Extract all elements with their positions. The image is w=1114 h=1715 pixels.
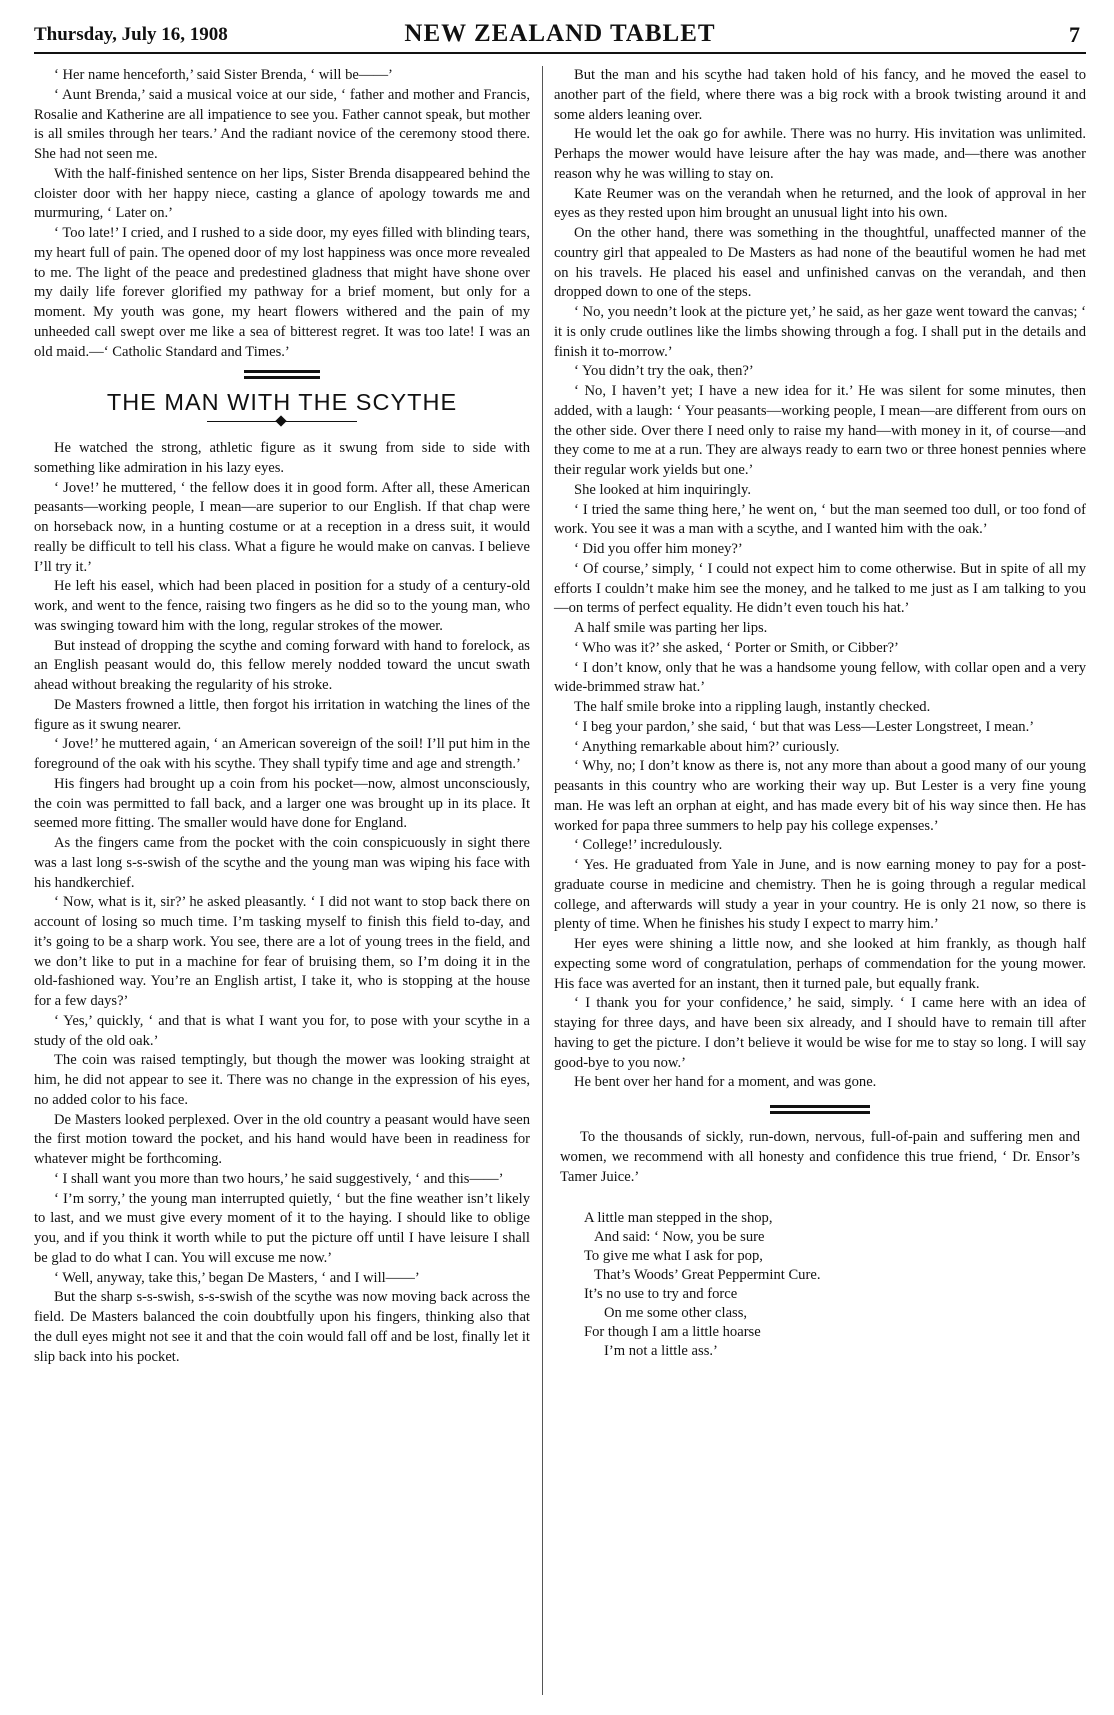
header-date: Thursday, July 16, 1908 (34, 24, 228, 45)
column-divider (542, 66, 543, 1695)
intro-paragraph: ‘ Too late!’ I cried, and I rushed to a side door, my eyes filled with blinding tears, my heart full of pain. The opened door of my lost happiness was once more revealed to me. The light of the peace and predestined gladness that might have shone over my daily life forever glorified my pathway for a brief moment, but only for a moment. My youth was gone, my heart flowers withered and the pain of my unheeded call swept over me like a sea of bitterest regret. It was too late! I was an old maid.—‘ Catholic Standard and Times.’ (34, 225, 530, 360)
left-column (34, 66, 530, 1695)
verse-line: That’s Woods’ Great Peppermint Cure. (594, 1267, 821, 1284)
title-ornament (207, 415, 357, 429)
verse-line: I’m not a little ass.’ (604, 1343, 718, 1360)
article-paragraph: ‘ Jove!’ he muttered, ‘ the fellow does it in good form. After all, these American peasants—working people, I mean—are superior to our English. If that chap were on horseback now, in a hunting costume or at a reception in a dress suit, it would really be difficult to tell his class. What a figure he would make on canvas. I believe I’ll try it.’ (34, 479, 530, 575)
article-paragraph: Her eyes were shining a little now, and she looked at him frankly, as though half expecting some word of congratulation, perhaps of commendation for the young mower. His face was averted for an instant, then it turned pale, but equally frank. (554, 936, 1086, 992)
intro-paragraph: With the half-finished sentence on her lips, Sister Brenda disappeared behind the cloister door with her happy niece, casting a glance of apology towards me and murmuring, ‘ Later on.’ (34, 165, 530, 222)
section-separator (244, 370, 320, 379)
verse-line: For though I am a little hoarse (584, 1324, 761, 1341)
verse-line: It’s no use to try and force (584, 1286, 738, 1303)
advertisement-text: To the thousands of sickly, run-down, nervous, full-of-pain and suffering men and women, we recommend with all honesty and confidence this true friend, ‘ Dr. Ensor’s Tamer Juice.’ (560, 1129, 1080, 1185)
article-paragraph: ‘ Jove!’ he muttered again, ‘ an American sovereign of the soil! I’ll put him in the foreground of the oak with his scythe. They shall typify time and age and strength.’ (34, 736, 530, 772)
article-paragraph: De Masters looked perplexed. Over in the old country a peasant would have seen the first motion toward the pocket, and his hand would have been in readiness for whatever might be forthcoming. (34, 1111, 530, 1167)
article-paragraph: De Masters frowned a little, then forgot his irritation in watching the lines of the figure as it swung nearer. (34, 696, 530, 733)
verse-line: On me some other class, (604, 1305, 748, 1322)
article-paragraph: The half smile broke into a rippling laugh, instantly checked. (574, 699, 931, 715)
verse-line: And said: ‘ Now, you be sure (594, 1229, 765, 1246)
article-paragraph: ‘ Why, no; I don’t know as there is, not any more than about a good many of our young peasants in this country who are working their way up. But Lester is a very fine young man. He was left an orphan at eight, and has made every bit of his way since then. He has worked for papa three summers to help pay his college expenses.’ (554, 758, 1086, 834)
article-paragraph: Kate Reumer was on the verandah when he returned, and the look of approval in her eyes as they rested upon him brought an unusual light into his own. (554, 185, 1086, 222)
article-paragraph: ‘ I shall want you more than two hours,’ he said suggestively, ‘ and this——’ (54, 1170, 504, 1187)
article-title: THE MAN WITH THE SCYTHE (106, 389, 458, 416)
article-paragraph: He watched the strong, athletic figure as it swung from side to side with something like admiration in his lazy eyes. (34, 440, 530, 476)
columns (34, 66, 1086, 1695)
article-paragraph: ‘ College!’ incredulously. (574, 837, 723, 854)
article-paragraph: The coin was raised temptingly, but though the mower was looking straight at him, he did not appear to see it. There was no change in the expression of his eyes, no added color to his face. (34, 1052, 530, 1108)
article-paragraph: ‘ Now, what is it, sir?’ he asked pleasantly. ‘ I did not want to stop back there on account of losing so much time. I’m tasking myself to finish this field to-day, and it’s going to be a sharp work. You see, there are a lot of young trees in the field, and we don’t like to put in a machine for fear of bruising them, so I’m doing it in the old-fashioned way. You’re an English artist, I take it, who is stopping at the house for a few days?’ (34, 894, 530, 1009)
article-paragraph: A half smile was parting her lips. (574, 620, 768, 636)
article-paragraph: ‘ Yes. He graduated from Yale in June, and is now earning money to pay for a post-graduate course in medicine and chemistry. Then he is going through a regular medical college, and afterwards will study a year in your country. He is only 21 now, so there is plenty of time. When he finishes his study I expect to marry him.’ (554, 857, 1086, 933)
article-paragraph: But the sharp s-s-swish, s-s-swish of the scythe was now moving back across the field. De Masters balanced the coin doubtfully upon his fingers, thinking also that the dull eyes might not see it and that the coin would fall off and be lost, finally let it slip back into his pocket. (34, 1289, 530, 1365)
intro-paragraph: ‘ Aunt Brenda,’ said a musical voice at our side, ‘ father and mother and Francis, Rosalie and Katherine are all impatience to see you. Father cannot speak, but mother is all smiles through her tears.’ And the radiant novice of the ceremony stood there. She had not seen me. (34, 86, 530, 162)
article-paragraph: ‘ I beg your pardon,’ she said, ‘ but that was Less—Lester Longstreet, I mean.’ (574, 718, 1035, 735)
page-header (34, 0, 1086, 54)
section-separator (770, 1105, 870, 1114)
article-paragraph: ‘ Anything remarkable about him?’ curiously. (574, 738, 840, 755)
article-body-continued (554, 66, 1086, 1093)
verse-line: A little man stepped in the shop, (584, 1210, 773, 1227)
article-paragraph: ‘ I’m sorry,’ the young man interrupted quietly, ‘ but the fine weather isn’t likely to last, and we must give every moment of it to the haying. I should like to oblige you, and if you think it worth while to put the picture off until I have leisure I shall be glad to do what I can. You will excuse me now.’ (34, 1190, 530, 1266)
masthead-title: NEW ZEALAND TABLET (404, 20, 716, 47)
article-paragraph: But instead of dropping the scythe and coming forward with hand to forelock, as an English peasant would do, this fellow merely nodded toward the uncut swath ahead without breaking the regularity of his stroke. (34, 637, 530, 693)
article-paragraph: ‘ You didn’t try the oak, then?’ (574, 363, 754, 380)
article-paragraph: ‘ I tried the same thing here,’ he went on, ‘ but the man seemed too dull, or too fond of work. You see it was a man with a scythe, and I wanted him with the oak.’ (554, 501, 1086, 538)
diamond-ornament-icon (275, 415, 286, 426)
article-paragraph: He would let the oak go for awhile. There was no hurry. His invitation was unlimited. Perhaps the mower would have leisure after the hay was made, and—there was another reason why he was willing to stay on. (554, 126, 1086, 182)
page-number: 7 (1069, 22, 1080, 47)
verse-line: To give me what I ask for pop, (584, 1248, 763, 1265)
article-body (34, 439, 530, 1367)
article-paragraph: ‘ Did you offer him money?’ (574, 541, 743, 557)
article-paragraph: As the fingers came from the pocket with the coin conspicuously in sight there was a last long s-s-swish of the scythe and the young man was wiping his face with his handkerchief. (34, 835, 530, 891)
article-paragraph: She looked at him inquiringly. (574, 481, 751, 498)
article-paragraph: ‘ No, I haven’t yet; I have a new idea for it.’ He was silent for some minutes, then added, with a laugh: ‘ Your peasants—working people, I mean—are different from ours on the other side. Over there I need only to raise my hand—with money in it, of course—and they come to me at a run. They are always ready to earn two or three honest pennies where their regular work yields but one.’ (554, 383, 1086, 478)
article-paragraph: On the other hand, there was something in the thoughtful, unaffected manner of the country girl that appealed to De Masters as had none of the beautiful women he had met on his travels. He placed his easel and unfinished canvas on the verandah, and then dropped down to one of the steps. (554, 225, 1086, 301)
article-paragraph: He left his easel, which had been placed in position for a study of a century-old work, and went to the fence, raising two fingers as he did so to the young man, who was swinging toward him with the long, regular strokes of the mower. (34, 578, 530, 634)
right-column (554, 66, 1086, 1695)
article-paragraph: ‘ Of course,’ simply, ‘ I could not expect him to come otherwise. But in spite of all my efforts I couldn’t make him see the money, and he talked to me just as I am talking to you—on terms of perfect equality. He didn’t even touch his hat.’ (554, 560, 1086, 617)
article-paragraph: ‘ I don’t know, only that he was a handsome young fellow, with collar open and a very wide-brimmed straw hat.’ (554, 659, 1086, 696)
article-paragraph: ‘ Yes,’ quickly, ‘ and that is what I want you for, to pose with your scythe in a study of the old oak.’ (34, 1012, 530, 1049)
article-paragraph: ‘ Well, anyway, take this,’ began De Masters, ‘ and I will——’ (54, 1269, 420, 1286)
article-paragraph: ‘ Who was it?’ she asked, ‘ Porter or Smith, or Cibber?’ (574, 639, 899, 656)
intro-paragraph: ‘ Her name henceforth,’ said Sister Brenda, ‘ will be——’ (54, 67, 393, 83)
article-paragraph: ‘ I thank you for your confidence,’ he said, simply. ‘ I came here with an idea of staying for three days, and have been six already, and I should have to remain till after having to get the picture. I don’t believe it would be wise for me to stay so long. I will say good-bye to you now.’ (554, 995, 1086, 1071)
article-paragraph: But the man and his scythe had taken hold of his fancy, and he moved the easel to another part of the field, where there was a big rock with a brook twisting around it and some alders leaning over. (554, 67, 1086, 123)
advertisement-verse (584, 1209, 1086, 1361)
article-paragraph: ‘ No, you needn’t look at the picture yet,’ he said, as her gaze went toward the canvas; ‘ it is only crude outlines like the limbs showing through a fog. I shall put in the details and finish it to-morrow.’ (554, 304, 1086, 360)
article-paragraph: His fingers had brought up a coin from his pocket—now, almost unconsciously, the coin was permitted to fall back, and a larger one was brought up in its place. It seemed more fitting. The smaller would have done for England. (34, 775, 530, 832)
article-paragraph: He bent over her hand for a moment, and was gone. (574, 1074, 877, 1091)
